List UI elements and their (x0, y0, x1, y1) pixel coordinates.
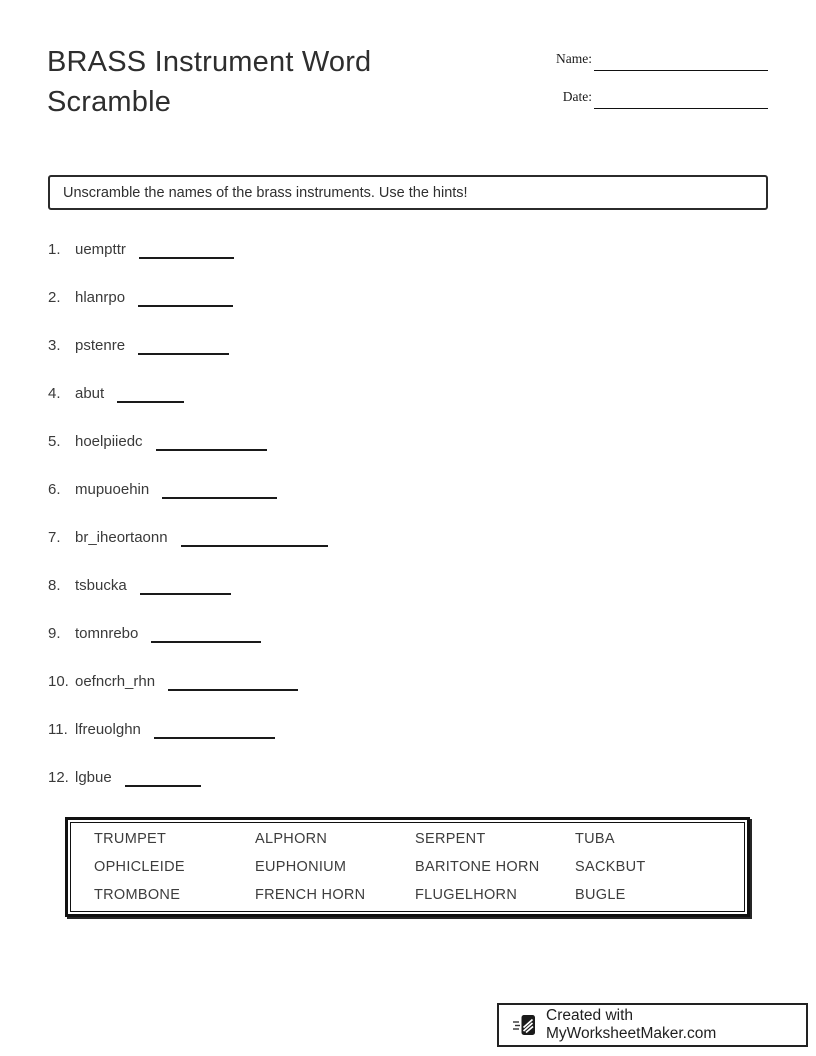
item-number: 10. (48, 672, 69, 690)
date-label: Date: (562, 89, 592, 104)
scrambled-word: abut (75, 384, 105, 402)
list-item (48, 417, 548, 465)
word-bank-term: SACKBUT (575, 859, 646, 875)
scrambled-word: uempttr (75, 240, 126, 258)
date-field (538, 71, 768, 109)
answer-blank[interactable] (156, 449, 267, 451)
word-bank-term: BUGLE (575, 887, 626, 903)
word-bank-term: OPHICLEIDE (94, 859, 185, 875)
item-number: 7. (48, 528, 61, 546)
word-bank-term: SERPENT (415, 831, 486, 847)
footer-credit (497, 1003, 808, 1047)
item-number: 8. (48, 576, 61, 594)
word-bank (65, 817, 750, 917)
footer-credit-text: Created with MyWorksheetMaker.com (546, 1007, 717, 1042)
answer-blank[interactable] (139, 257, 234, 259)
answer-blank[interactable] (181, 545, 328, 547)
list-item (48, 273, 548, 321)
item-number: 4. (48, 384, 61, 402)
answer-blank[interactable] (162, 497, 277, 499)
word-bank-term: FRENCH HORN (255, 887, 366, 903)
name-date-block (538, 33, 768, 109)
scrambled-word: lfreuolghn (75, 720, 141, 738)
list-item (48, 321, 548, 369)
list-item (48, 369, 548, 417)
date-line[interactable] (594, 108, 768, 109)
word-bank-term: BARITONE HORN (415, 859, 540, 875)
word-bank-term: TROMBONE (94, 887, 181, 903)
list-item (48, 513, 548, 561)
list-item (48, 561, 548, 609)
word-bank-term: FLUGELHORN (415, 887, 518, 903)
list-item (48, 225, 548, 273)
name-label: Name: (556, 51, 592, 66)
answer-blank[interactable] (151, 641, 261, 643)
item-number: 1. (48, 240, 61, 258)
answer-blank[interactable] (140, 593, 231, 595)
scrambled-word: hoelpiiedc (75, 432, 143, 450)
scrambled-word: br_iheortaonn (75, 528, 168, 546)
answer-blank[interactable] (154, 737, 275, 739)
scrambled-word: tsbucka (75, 576, 127, 594)
answer-blank[interactable] (168, 689, 298, 691)
item-number: 9. (48, 624, 61, 642)
instructions-text: Unscramble the names of the brass instruments. Use the hints! (63, 184, 468, 201)
scrambled-word: tomnrebo (75, 624, 139, 642)
answer-blank[interactable] (125, 785, 201, 787)
answer-blank[interactable] (138, 305, 233, 307)
name-line[interactable] (594, 70, 768, 71)
answer-blank[interactable] (117, 401, 184, 403)
scrambled-word: oefncrh_rhn (75, 672, 156, 690)
list-item (48, 705, 548, 753)
word-bank-term: ALPHORN (255, 831, 328, 847)
item-number: 5. (48, 432, 61, 450)
list-item (48, 753, 548, 801)
item-number: 2. (48, 288, 61, 306)
scrambled-word: mupuoehin (75, 480, 150, 498)
myworksheetmaker-logo-icon (512, 1012, 539, 1039)
list-item (48, 657, 548, 705)
scrambled-word: hlanrpo (75, 288, 126, 306)
item-number: 3. (48, 336, 61, 354)
answer-blank[interactable] (138, 353, 229, 355)
word-bank-grid (70, 822, 745, 912)
list-item (48, 609, 548, 657)
word-bank-term: TUBA (575, 831, 615, 847)
scrambled-word: pstenre (75, 336, 126, 354)
name-field (538, 33, 768, 71)
scramble-list (48, 225, 548, 801)
list-item (48, 465, 548, 513)
page-title: BRASS Instrument Word Scramble (47, 46, 372, 118)
scrambled-word: lgbue (75, 768, 112, 786)
word-bank-term: EUPHONIUM (255, 859, 347, 875)
item-number: 12. (48, 768, 69, 786)
instructions-box (48, 175, 768, 210)
item-number: 11. (48, 720, 68, 738)
item-number: 6. (48, 480, 61, 498)
word-bank-term: TRUMPET (94, 831, 167, 847)
